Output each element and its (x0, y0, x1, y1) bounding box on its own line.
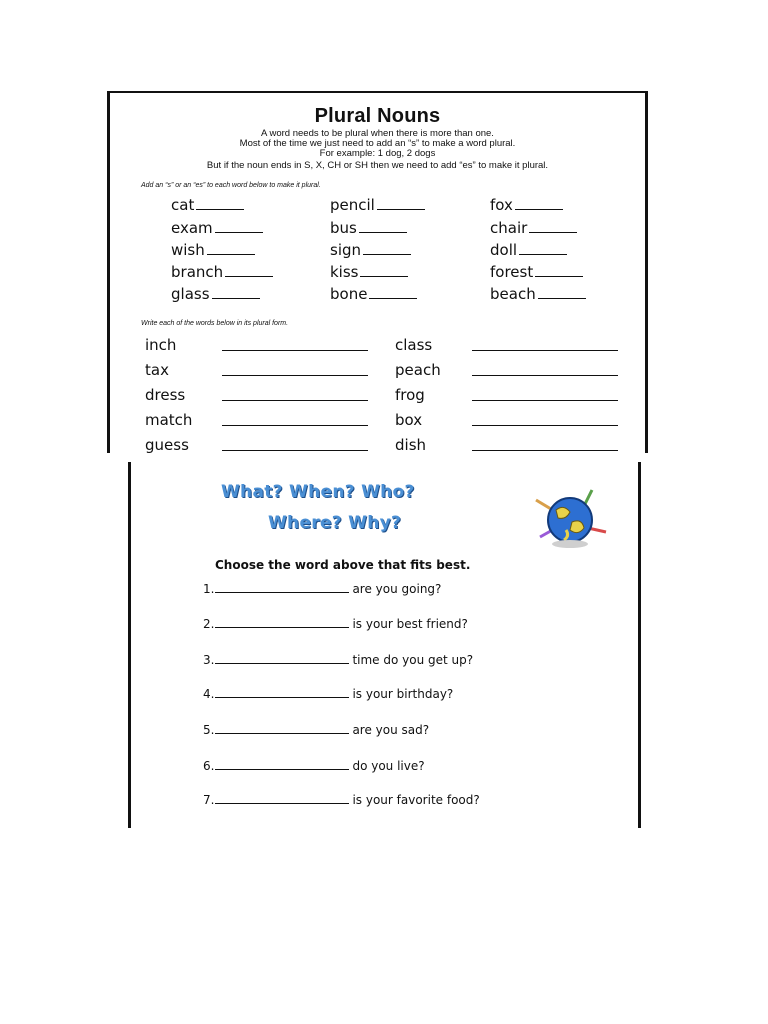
word: kiss (330, 263, 359, 281)
answer-blank[interactable] (225, 264, 273, 277)
word: exam (171, 219, 213, 237)
plural-word-item (490, 196, 563, 214)
word: bone (330, 285, 368, 303)
answer-blank[interactable] (196, 197, 244, 210)
intro-line: But if the noun ends in S, X, CH or SH then we need to add “es” to make it plural. (206, 160, 549, 171)
question-number: 7. (203, 793, 215, 807)
word: beach (490, 285, 536, 303)
question-row (203, 793, 480, 807)
answer-blank[interactable] (212, 286, 260, 299)
word: wish (171, 241, 205, 259)
question-row (203, 723, 429, 737)
write-word: dress (145, 386, 186, 404)
answer-line[interactable] (472, 425, 618, 426)
answer-blank[interactable] (377, 197, 425, 210)
write-word: frog (395, 386, 425, 404)
answer-line[interactable] (215, 793, 349, 804)
question-row (203, 687, 453, 701)
question-words-heading: What? When? Who? (221, 482, 415, 502)
write-word: class (395, 336, 433, 354)
answer-blank[interactable] (515, 197, 563, 210)
plural-word-item (171, 263, 273, 281)
plural-word-item (171, 285, 260, 303)
plural-word-item (490, 219, 577, 237)
plural-word-item (330, 285, 417, 303)
instruction-choose-word: Choose the word above that fits best. (215, 558, 471, 572)
answer-line[interactable] (472, 400, 618, 401)
question-text: are you sad? (352, 723, 430, 737)
question-text: do you live? (352, 759, 425, 773)
write-word: box (395, 411, 423, 429)
plural-word-item (171, 219, 263, 237)
question-row (203, 759, 425, 773)
plural-word-item (171, 196, 244, 214)
question-number: 6. (203, 759, 215, 773)
answer-blank[interactable] (363, 242, 411, 255)
answer-line[interactable] (215, 582, 349, 593)
answer-line[interactable] (215, 617, 349, 628)
question-number: 2. (203, 617, 215, 631)
plural-word-item (330, 196, 425, 214)
question-words-heading: Where? Why? (268, 513, 402, 533)
answer-blank[interactable] (538, 286, 586, 299)
answer-line[interactable] (215, 653, 349, 664)
answer-line[interactable] (472, 350, 618, 351)
question-text: are you going? (352, 582, 442, 596)
question-words-worksheet (128, 462, 641, 828)
question-row (203, 582, 441, 596)
word: branch (171, 263, 224, 281)
word: chair (490, 219, 528, 237)
question-text: is your best friend? (352, 617, 468, 631)
question-text: time do you get up? (352, 653, 474, 667)
answer-line[interactable] (472, 375, 618, 376)
answer-blank[interactable] (529, 220, 577, 233)
question-number: 4. (203, 687, 215, 701)
answer-line[interactable] (222, 375, 368, 376)
answer-line[interactable] (215, 759, 349, 770)
answer-blank[interactable] (207, 242, 255, 255)
intro-line: For example: 1 dog, 2 dogs (319, 148, 436, 159)
instruction-add-s: Add an “s” or an “es” to each word below to make it plural. (141, 182, 321, 189)
answer-line[interactable] (222, 400, 368, 401)
plural-word-item (330, 263, 408, 281)
plural-word-item (330, 241, 411, 259)
question-number: 1. (203, 582, 215, 596)
plural-word-item (330, 219, 407, 237)
worksheet-title: Plural Nouns (314, 105, 441, 127)
answer-line[interactable] (472, 450, 618, 451)
answer-line[interactable] (222, 425, 368, 426)
write-word: inch (145, 336, 177, 354)
question-text: is your birthday? (352, 687, 454, 701)
plural-word-item (171, 241, 255, 259)
word: forest (490, 263, 534, 281)
word: bus (330, 219, 357, 237)
answer-blank[interactable] (535, 264, 583, 277)
plural-word-item (490, 263, 583, 281)
globe-with-pencils-icon (526, 482, 618, 552)
write-word: peach (395, 361, 441, 379)
answer-blank[interactable] (369, 286, 417, 299)
answer-line[interactable] (215, 723, 349, 734)
word: fox (490, 196, 513, 214)
write-word: guess (145, 436, 189, 453)
question-row (203, 653, 473, 667)
word: glass (171, 285, 210, 303)
question-text: is your favorite food? (352, 793, 480, 807)
word: cat (171, 196, 195, 214)
write-word: match (145, 411, 193, 429)
answer-blank[interactable] (519, 242, 567, 255)
write-word: dish (395, 436, 427, 453)
write-word: tax (145, 361, 169, 379)
plural-nouns-worksheet (107, 91, 648, 453)
instruction-write-plural: Write each of the words below in its plural form. (141, 320, 289, 327)
word: sign (330, 241, 362, 259)
intro-line: A word needs to be plural when there is more than one. (261, 128, 494, 139)
plural-word-item (490, 241, 567, 259)
plural-word-item (490, 285, 586, 303)
answer-line[interactable] (222, 350, 368, 351)
answer-blank[interactable] (360, 264, 408, 277)
question-row (203, 617, 468, 631)
word: pencil (330, 196, 375, 214)
answer-blank[interactable] (359, 220, 407, 233)
question-number: 5. (203, 723, 215, 737)
answer-line[interactable] (215, 687, 349, 698)
answer-line[interactable] (222, 450, 368, 451)
word: doll (490, 241, 518, 259)
answer-blank[interactable] (215, 220, 263, 233)
question-number: 3. (203, 653, 215, 667)
intro-line: Most of the time we just need to add an “s” to make a word plural. (239, 138, 516, 149)
